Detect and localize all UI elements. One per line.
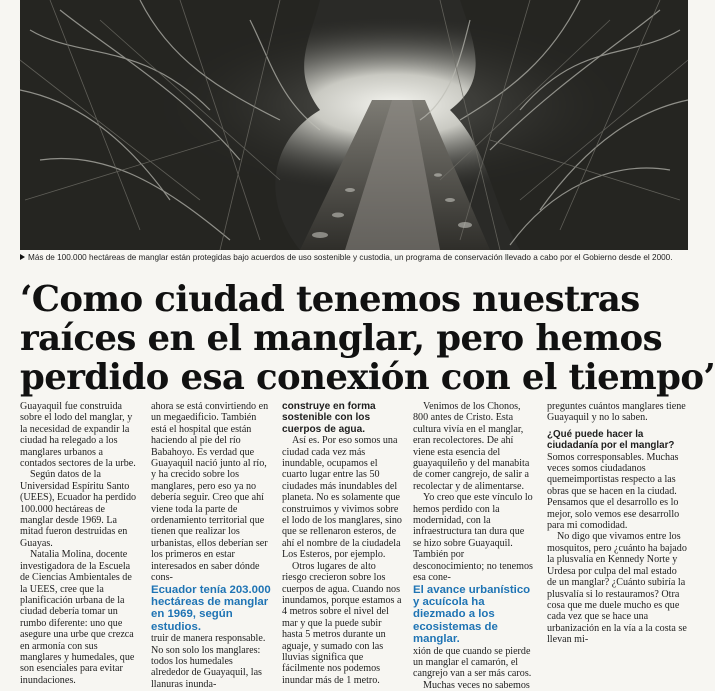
pull-quote: Ecuador tenía 203.000 hectáreas de manglar en 1969, según estudios. <box>151 583 271 633</box>
paragraph: No digo que vivamos entre los mosquitos, pero ¿cuánto ha bajado la plusvalía en Kennedy Norte y Urdesa por culpa del mal estado de un manglar? ¿Cuánto subiría la plusvalía si lo restauramos? Otra cosa que me duele mucho es que cada vez que se hace una urbanización en la vía a la costa se llevan mi- <box>547 531 687 646</box>
column-5 <box>547 401 687 660</box>
caption-triangle-icon <box>20 254 25 260</box>
column-3 <box>282 401 402 686</box>
paragraph: Guayaquil fue construida sobre el lodo del manglar, y la necesidad de expandir la ciudad ha relegado a los manglares urbanos a contados sectores de la urbe. <box>20 401 136 470</box>
headline <box>20 279 715 398</box>
article-body <box>20 401 688 691</box>
column-2 <box>151 401 271 690</box>
mangrove-path-image <box>20 0 688 250</box>
interview-question: ¿Qué puede hacer la ciudadanía por el manglar? <box>547 428 675 452</box>
column-4 <box>413 401 533 691</box>
paragraph: Venimos de los Chonos, 800 antes de Cristo. Esta cultura vivía en el manglar, eran recolectores. De ahí viene esta esencia del guayaquileño y del manabita de comer cangrejo, de salir a recolectar y de alimentarse. <box>413 401 530 492</box>
photo-caption <box>20 251 688 265</box>
question-continuation: construye en forma sostenible con los cuerpos de agua. <box>282 401 376 435</box>
paragraph: xión de que cuando se pierde un manglar el camarón, el cangrejo van a ser más caros. <box>413 645 532 680</box>
paragraph: Según datos de la Universidad Espíritu Santo (UEES), Ecuador ha perdido 100.000 hectáreas de manglar desde 1969. La mitad fueron destruidas en Guayas. <box>20 469 137 549</box>
mangrove-photo <box>20 0 688 250</box>
paragraph: Muchas veces no sabemos <box>423 679 530 691</box>
pull-quote: El avance urbanístico y acuícola ha diezmado a los ecosistemas de manglar. <box>413 583 531 646</box>
paragraph: preguntes cuántos manglares tiene Guayaquil y no lo saben. <box>547 401 686 424</box>
paragraph: truir de manera responsable. No son solo los manglares: todos los humedales alrededor de Guayaquil, las llanuras inunda- <box>151 633 266 690</box>
paragraph: Yo creo que este vínculo lo hemos perdido con la modernidad, con la infraestructura tan dura que se hizo sobre Guayaquil. También por desconocimiento; no tenemos esa cone- <box>413 492 533 584</box>
headline-line: ‘Como ciudad tenemos nuestras <box>20 279 640 320</box>
paragraph: Somos corresponsables. Muchas veces somos ciudadanos quemeimportistas respecto a las obras que se hacen en la ciudad. Pensamos que el desarrollo es lo mejor, solo vemos ese desarrollo para mi comodidad. <box>547 451 680 532</box>
paragraph: Así es. Por eso somos una ciudad cada vez más inundable, ocupamos el cuarto lugar entre las 50 ciudades más inundables del planeta. No es solamente que construimos y vivimos sobre el lodo de los manglares, sino que se rellenaron esteros, de ahí el nombre de la ciudadela Los Esteros, por ejemplo. <box>282 435 402 561</box>
paragraph: ahora se está convirtiendo en un megaedificio. También está el hospital que están haciendo al pie del río Babahoyo. Es verdad que Guayaquil nació junto al río, y ha crecido sobre los manglares, pero eso ya no debería seguir. Creo que ahí viene toda la parte de ordenamiento territorial que tienen que realizar los urbanistas, ellos deberían ser los primeros en estar interesados en saber dónde cons- <box>151 401 269 584</box>
headline-line: perdido esa conexión con el tiempo’ <box>20 357 715 398</box>
paragraph: Natalia Molina, docente investigadora de la Escuela de Ciencias Ambientales de la UEES, cree que la planificación urbana de la ciudad debería tomar un rumbo diferente: uno que asegure una urbe que crezca en armonía con sus manglares y humedales, que son esenciales para evitar inundaciones. <box>20 549 135 686</box>
headline-line: raíces en el manglar, pero hemos <box>20 318 663 359</box>
column-1 <box>20 401 140 686</box>
paragraph: Otros lugares de alto riesgo crecieron sobre los cuerpos de agua. Cuando nos inundamos, porque estamos a 4 metros sobre el nivel del mar y que la puede subir hasta 5 metros durante un aguaje, y sumado con las lluvias significa que fácilmente nos podemos inundar más de 1 metro. <box>282 560 402 686</box>
caption-text: Más de 100.000 hectáreas de manglar están protegidas bajo acuerdos de uso sostenible y custodia, un programa de conservación llevado a cabo por el Gobierno desde el 2000. <box>28 253 673 262</box>
